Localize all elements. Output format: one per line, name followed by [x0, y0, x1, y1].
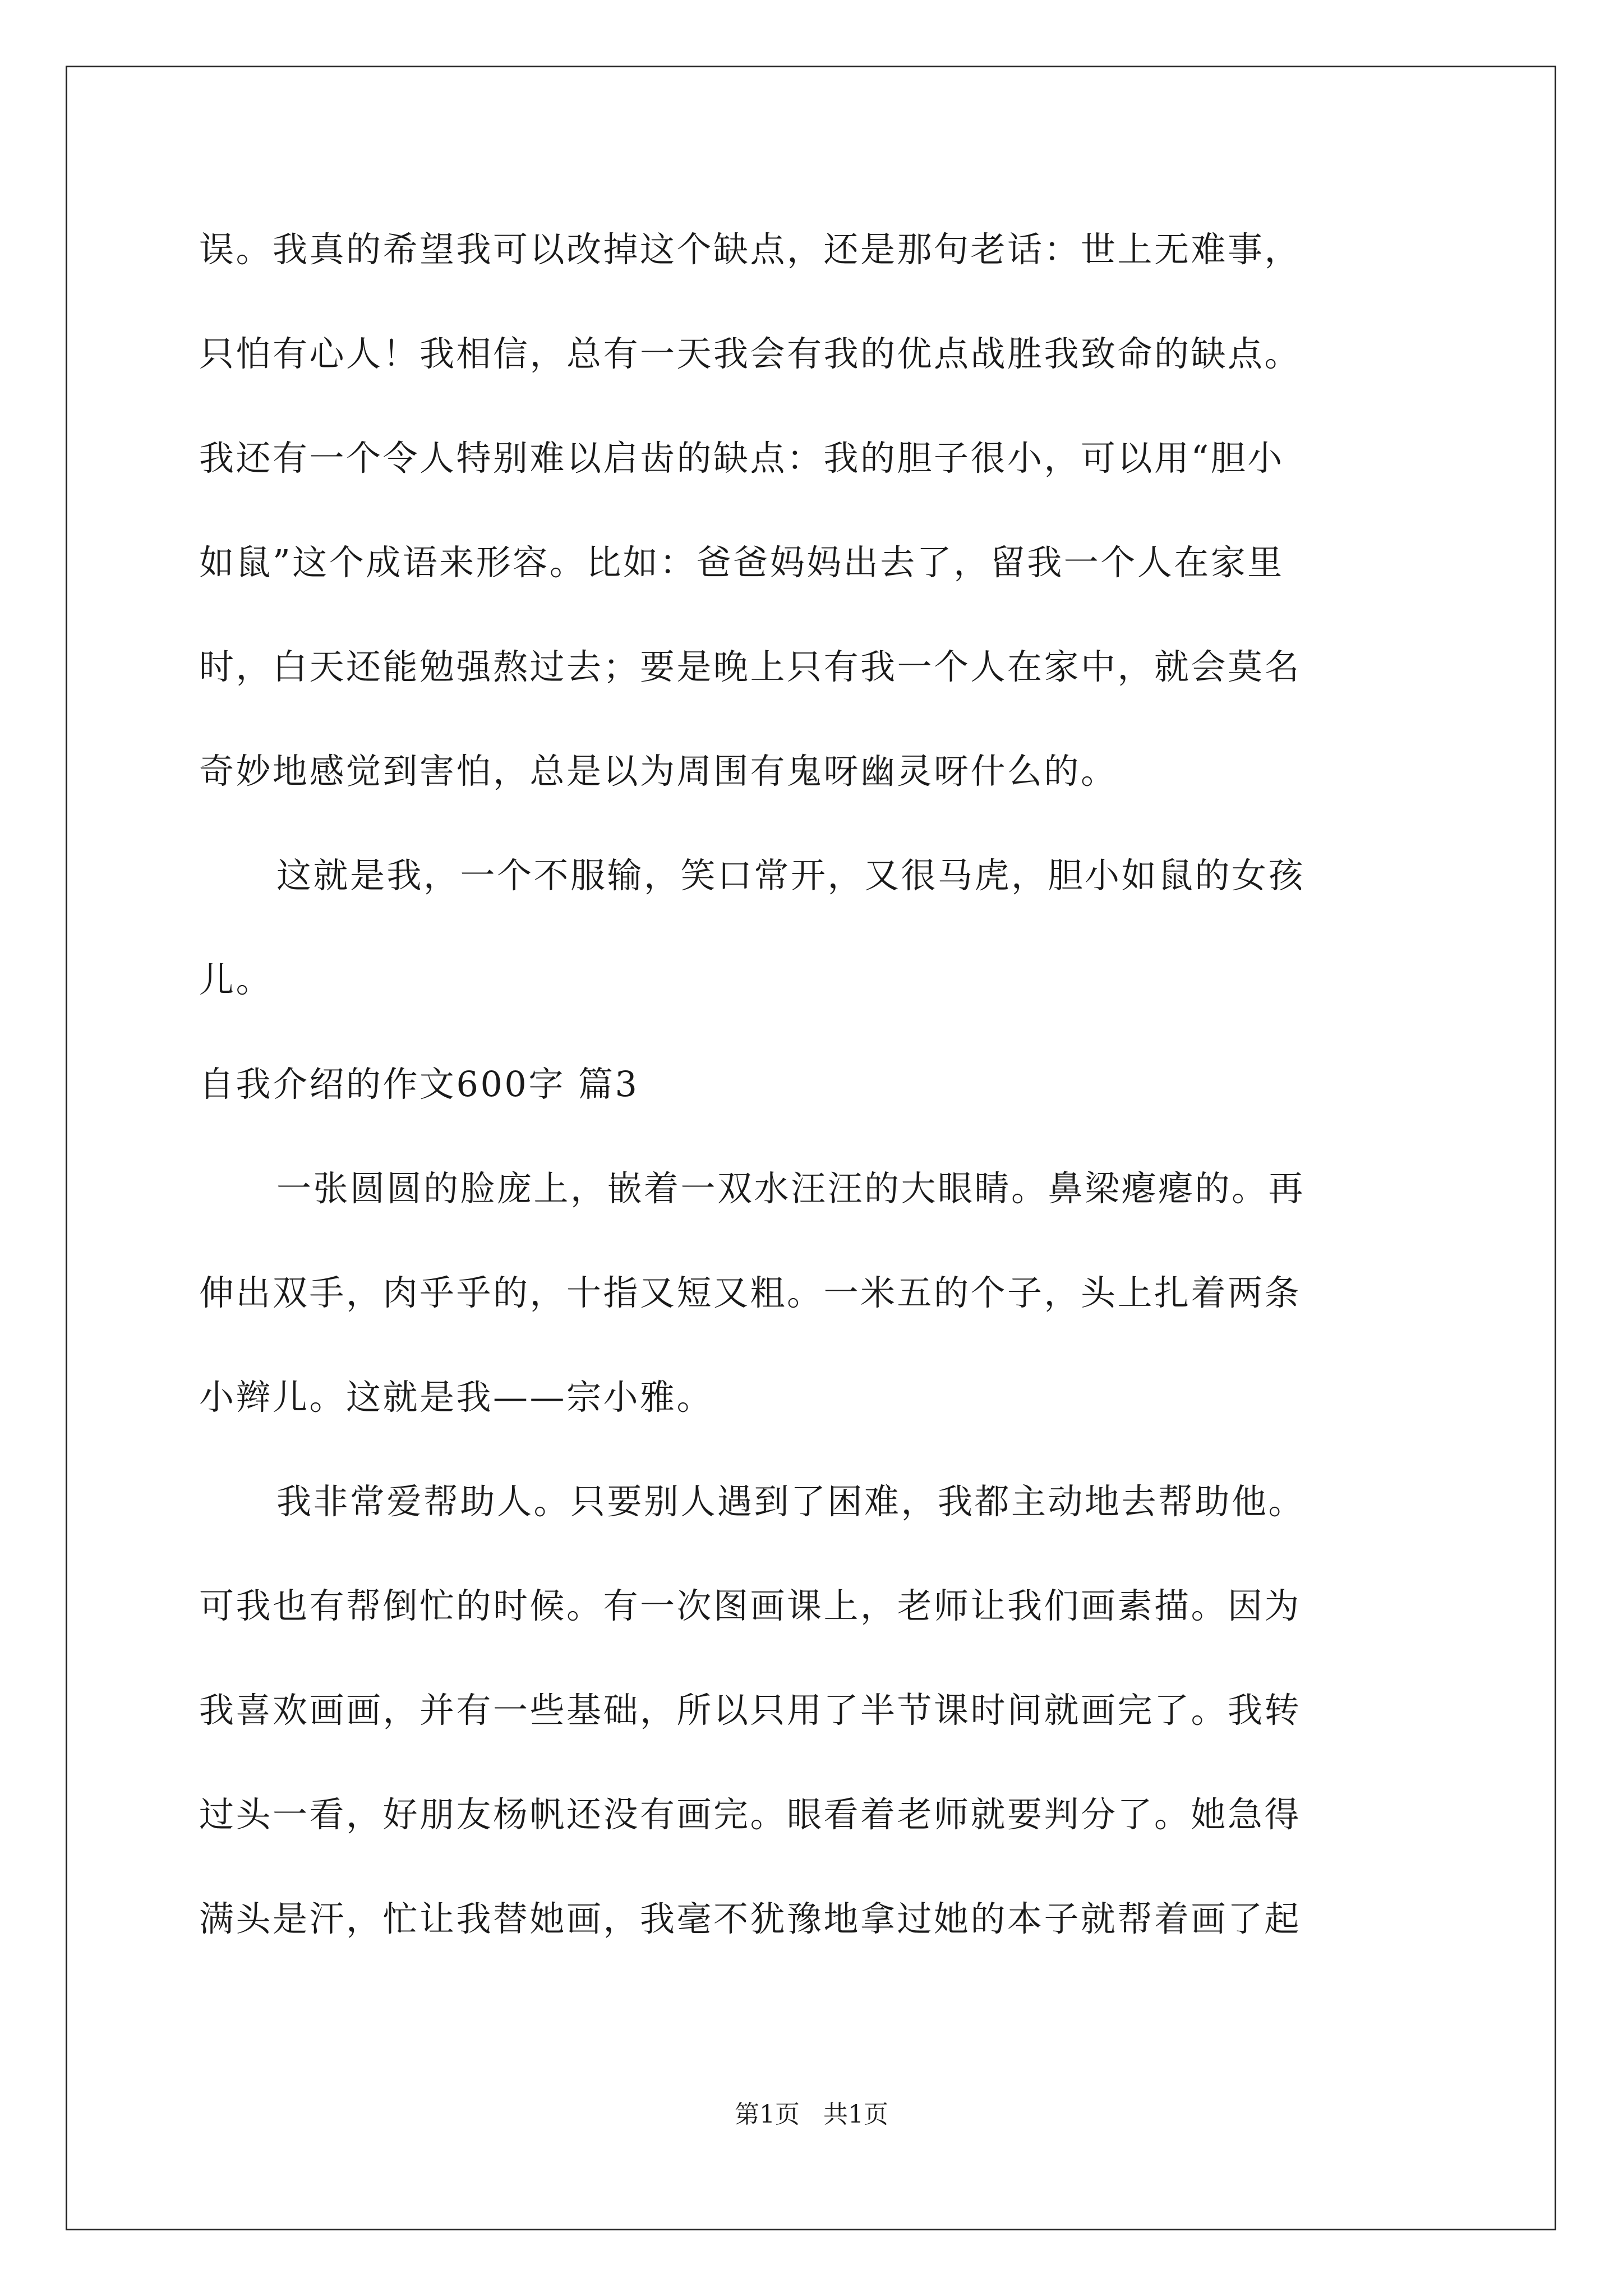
text-line: 满头是汗，忙让我替她画，我毫不犹豫地拿过她的本子就帮着画了起	[199, 1898, 1302, 1939]
text-line: 小辫儿。这就是我——宗小雅。	[199, 1377, 714, 1418]
text-line: 儿。	[199, 959, 273, 1000]
page-number-footer: 第1页 共1页	[735, 2100, 888, 2129]
section-heading: 自我介绍的作文600字 篇3	[199, 1064, 639, 1105]
text-line: 我非常爱帮助人。只要别人遇到了困难，我都主动地去帮助他。	[276, 1481, 1306, 1522]
text-line: 我还有一个令人特别难以启齿的缺点：我的胆子很小，可以用“胆小	[199, 438, 1284, 478]
text-line: 如鼠”这个成语来形容。比如：爸爸妈妈出去了，留我一个人在家里	[199, 542, 1284, 583]
text-line: 时，白天还能勉强熬过去；要是晚上只有我一个人在家中，就会莫名	[199, 646, 1302, 687]
text-line: 我喜欢画画，并有一些基础，所以只用了半节课时间就画完了。我转	[199, 1690, 1302, 1731]
text-line: 一张圆圆的脸庞上，嵌着一双水汪汪的大眼睛。鼻梁瘪瘪的。再	[276, 1168, 1306, 1209]
text-line: 可我也有帮倒忙的时候。有一次图画课上，老师让我们画素描。因为	[199, 1585, 1302, 1626]
text-line: 这就是我，一个不服输，笑口常开，又很马虎，胆小如鼠的女孩	[276, 855, 1306, 896]
text-line: 伸出双手，肉乎乎的，十指又短又粗。一米五的个子，头上扎着两条	[199, 1272, 1302, 1313]
text-line: 误。我真的希望我可以改掉这个缺点，还是那句老话：世上无难事，	[199, 229, 1302, 270]
text-line: 只怕有心人！我相信，总有一天我会有我的优点战胜我致命的缺点。	[199, 333, 1302, 374]
text-line: 过头一看，好朋友杨帆还没有画完。眼看着老师就要判分了。她急得	[199, 1794, 1302, 1835]
document-body	[199, 197, 1433, 1971]
text-line: 奇妙地感觉到害怕，总是以为周围有鬼呀幽灵呀什么的。	[199, 751, 1118, 792]
